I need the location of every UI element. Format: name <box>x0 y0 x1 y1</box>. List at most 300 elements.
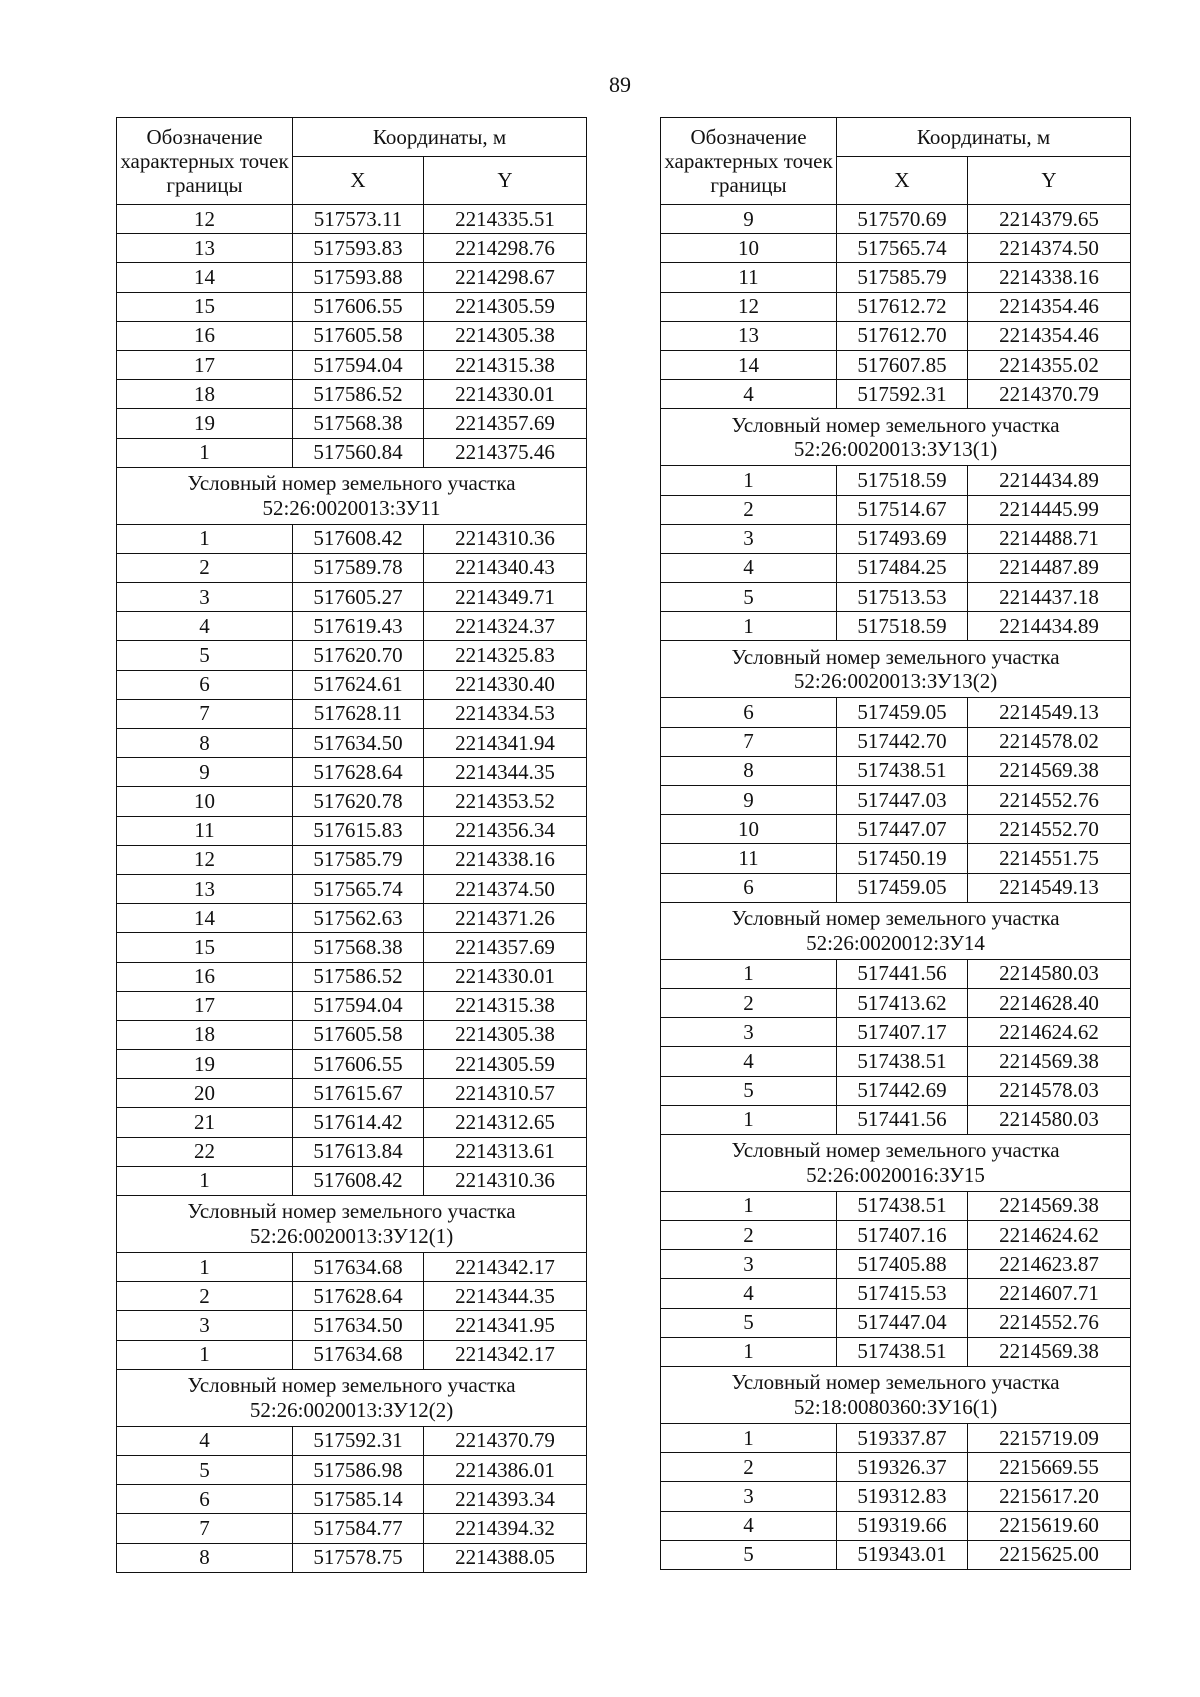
table-row <box>117 874 587 903</box>
header-y: Y <box>424 157 587 205</box>
y-coordinate-cell: 2214340.43 <box>424 553 587 582</box>
point-number-cell: 2 <box>117 1282 293 1311</box>
x-coordinate-cell: 517624.61 <box>293 670 424 699</box>
point-number-cell: 8 <box>117 729 293 758</box>
point-number-cell: 4 <box>661 1279 837 1308</box>
point-number-cell: 18 <box>117 1020 293 1049</box>
point-number-cell: 17 <box>117 991 293 1020</box>
y-coordinate-cell: 2214374.50 <box>968 234 1131 263</box>
plot-header-row <box>117 1196 587 1253</box>
y-coordinate-cell: 2214354.46 <box>968 292 1131 321</box>
table-body-right <box>661 205 1131 1570</box>
x-coordinate-cell: 517606.55 <box>293 1050 424 1079</box>
y-coordinate-cell: 2214437.18 <box>968 583 1131 612</box>
point-number-cell: 5 <box>661 583 837 612</box>
y-coordinate-cell: 2214445.99 <box>968 495 1131 524</box>
point-number-cell: 1 <box>117 1340 293 1369</box>
x-coordinate-cell: 517589.78 <box>293 553 424 582</box>
point-number-cell: 7 <box>117 1514 293 1543</box>
table-row <box>117 1426 587 1455</box>
plot-code: 52:26:0020016:ЗУ15 <box>806 1162 985 1187</box>
header-y: Y <box>968 157 1131 205</box>
y-coordinate-cell: 2214330.40 <box>424 670 587 699</box>
point-number-cell: 1 <box>117 524 293 553</box>
table-row <box>661 1250 1131 1279</box>
y-coordinate-cell: 2214305.59 <box>424 1050 587 1079</box>
x-coordinate-cell: 517441.56 <box>837 959 968 988</box>
point-number-cell: 4 <box>661 1047 837 1076</box>
table-row <box>661 698 1131 727</box>
x-coordinate-cell: 517620.70 <box>293 641 424 670</box>
y-coordinate-cell: 2214552.70 <box>968 815 1131 844</box>
point-number-cell: 3 <box>661 1018 837 1047</box>
plot-title: Условный номер земельного участка <box>731 1370 1060 1395</box>
coordinates-table-right <box>660 117 1131 1570</box>
y-coordinate-cell: 2214356.34 <box>424 816 587 845</box>
table-row <box>117 758 587 787</box>
table-row <box>117 1020 587 1049</box>
table-row <box>117 438 587 467</box>
point-number-cell: 1 <box>117 1253 293 1282</box>
y-coordinate-cell: 2214310.57 <box>424 1079 587 1108</box>
y-coordinate-cell: 2214569.38 <box>968 1337 1131 1366</box>
plot-code: 52:26:0020013:ЗУ12(2) <box>249 1397 454 1422</box>
y-coordinate-cell: 2214578.03 <box>968 1076 1131 1105</box>
x-coordinate-cell: 519343.01 <box>837 1540 968 1569</box>
table-row <box>661 988 1131 1017</box>
point-number-cell: 15 <box>117 933 293 962</box>
x-coordinate-cell: 517592.31 <box>293 1426 424 1455</box>
y-coordinate-cell: 2214305.59 <box>424 292 587 321</box>
y-coordinate-cell: 2214330.01 <box>424 962 587 991</box>
point-number-cell: 17 <box>117 350 293 379</box>
point-number-cell: 9 <box>661 205 837 234</box>
table-row <box>117 612 587 641</box>
point-number-cell: 2 <box>661 1221 837 1250</box>
point-number-cell: 5 <box>117 641 293 670</box>
point-number-cell: 2 <box>661 495 837 524</box>
point-number-cell: 7 <box>117 699 293 728</box>
x-coordinate-cell: 517560.84 <box>293 438 424 467</box>
point-number-cell: 10 <box>661 815 837 844</box>
x-coordinate-cell: 517514.67 <box>837 495 968 524</box>
y-coordinate-cell: 2214374.50 <box>424 874 587 903</box>
table-row <box>117 205 587 234</box>
x-coordinate-cell: 517493.69 <box>837 524 968 553</box>
point-number-cell: 1 <box>117 1166 293 1195</box>
y-coordinate-cell: 2214354.46 <box>968 321 1131 350</box>
table-row <box>661 1279 1131 1308</box>
x-coordinate-cell: 517586.52 <box>293 962 424 991</box>
y-coordinate-cell: 2214580.03 <box>968 1105 1131 1134</box>
point-number-cell: 1 <box>661 1105 837 1134</box>
plot-header <box>117 1369 587 1426</box>
plot-title: Условный номер земельного участка <box>731 412 1060 437</box>
header-x: X <box>837 157 968 205</box>
point-number-cell: 13 <box>661 321 837 350</box>
y-coordinate-cell: 2214371.26 <box>424 904 587 933</box>
table-row <box>117 1137 587 1166</box>
point-number-cell: 5 <box>661 1308 837 1337</box>
x-coordinate-cell: 517568.38 <box>293 933 424 962</box>
y-coordinate-cell: 2214580.03 <box>968 959 1131 988</box>
x-coordinate-cell: 517612.70 <box>837 321 968 350</box>
table-row <box>117 904 587 933</box>
x-coordinate-cell: 517619.43 <box>293 612 424 641</box>
point-number-cell: 4 <box>117 1426 293 1455</box>
point-number-cell: 4 <box>661 1511 837 1540</box>
point-number-cell: 11 <box>661 263 837 292</box>
point-number-cell: 4 <box>661 553 837 582</box>
y-coordinate-cell: 2215625.00 <box>968 1540 1131 1569</box>
table-row <box>117 321 587 350</box>
y-coordinate-cell: 2214434.89 <box>968 612 1131 641</box>
table-row <box>661 553 1131 582</box>
y-coordinate-cell: 2214569.38 <box>968 1047 1131 1076</box>
point-number-cell: 1 <box>661 1191 837 1220</box>
plot-header <box>117 1196 587 1253</box>
x-coordinate-cell: 517605.58 <box>293 1020 424 1049</box>
x-coordinate-cell: 517594.04 <box>293 991 424 1020</box>
x-coordinate-cell: 517405.88 <box>837 1250 968 1279</box>
table-row <box>661 1337 1131 1366</box>
table-row <box>117 234 587 263</box>
point-number-cell: 11 <box>661 844 837 873</box>
point-number-cell: 8 <box>117 1543 293 1572</box>
y-coordinate-cell: 2215619.60 <box>968 1511 1131 1540</box>
plot-header-row <box>661 641 1131 698</box>
page-number: 89 <box>609 72 631 97</box>
y-coordinate-cell: 2214342.17 <box>424 1253 587 1282</box>
point-number-cell: 10 <box>117 787 293 816</box>
y-coordinate-cell: 2214388.05 <box>424 1543 587 1572</box>
x-coordinate-cell: 517573.11 <box>293 205 424 234</box>
table-row <box>117 1543 587 1572</box>
y-coordinate-cell: 2214298.76 <box>424 234 587 263</box>
plot-title: Условный номер земельного участка <box>731 644 1060 669</box>
plot-code: 52:26:0020013:ЗУ13(2) <box>793 669 998 694</box>
y-coordinate-cell: 2214298.67 <box>424 263 587 292</box>
point-number-cell: 9 <box>661 786 837 815</box>
x-coordinate-cell: 517585.79 <box>837 263 968 292</box>
table-row <box>117 1514 587 1543</box>
point-number-cell: 14 <box>661 350 837 379</box>
x-coordinate-cell: 517441.56 <box>837 1105 968 1134</box>
table-row <box>117 1311 587 1340</box>
y-coordinate-cell: 2214353.52 <box>424 787 587 816</box>
y-coordinate-cell: 2214487.89 <box>968 553 1131 582</box>
plot-header-row <box>661 1367 1131 1424</box>
x-coordinate-cell: 517586.98 <box>293 1455 424 1484</box>
y-coordinate-cell: 2214335.51 <box>424 205 587 234</box>
header-coordinates: Координаты, м <box>837 118 1131 157</box>
table-row <box>117 524 587 553</box>
header-designation: Обозначение характерных точек границы <box>117 118 293 205</box>
point-number-cell: 2 <box>661 988 837 1017</box>
x-coordinate-cell: 517593.83 <box>293 234 424 263</box>
table-row <box>117 380 587 409</box>
x-coordinate-cell: 517438.51 <box>837 1047 968 1076</box>
y-coordinate-cell: 2214623.87 <box>968 1250 1131 1279</box>
point-number-cell: 22 <box>117 1137 293 1166</box>
x-coordinate-cell: 519312.83 <box>837 1482 968 1511</box>
x-coordinate-cell: 517459.05 <box>837 873 968 902</box>
point-number-cell: 15 <box>117 292 293 321</box>
y-coordinate-cell: 2214569.38 <box>968 756 1131 785</box>
table-row <box>661 959 1131 988</box>
x-coordinate-cell: 517565.74 <box>293 874 424 903</box>
point-number-cell: 18 <box>117 380 293 409</box>
y-coordinate-cell: 2214569.38 <box>968 1191 1131 1220</box>
point-number-cell: 1 <box>661 466 837 495</box>
table-row <box>117 1282 587 1311</box>
y-coordinate-cell: 2214552.76 <box>968 786 1131 815</box>
plot-header <box>661 641 1131 698</box>
y-coordinate-cell: 2214607.71 <box>968 1279 1131 1308</box>
x-coordinate-cell: 517605.27 <box>293 583 424 612</box>
x-coordinate-cell: 517518.59 <box>837 612 968 641</box>
point-number-cell: 19 <box>117 409 293 438</box>
table-row <box>117 350 587 379</box>
table-row <box>117 263 587 292</box>
y-coordinate-cell: 2214355.02 <box>968 350 1131 379</box>
table-row <box>117 1340 587 1369</box>
table-row <box>117 933 587 962</box>
y-coordinate-cell: 2214624.62 <box>968 1018 1131 1047</box>
y-coordinate-cell: 2214305.38 <box>424 1020 587 1049</box>
table-row <box>661 1453 1131 1482</box>
plot-code: 52:26:0020013:ЗУ13(1) <box>793 437 998 462</box>
y-coordinate-cell: 2214349.71 <box>424 583 587 612</box>
point-number-cell: 12 <box>117 205 293 234</box>
y-coordinate-cell: 2214315.38 <box>424 350 587 379</box>
x-coordinate-cell: 517447.04 <box>837 1308 968 1337</box>
table-row <box>117 845 587 874</box>
plot-header-row <box>117 467 587 524</box>
point-number-cell: 1 <box>661 1337 837 1366</box>
x-coordinate-cell: 517438.51 <box>837 756 968 785</box>
table-row <box>661 263 1131 292</box>
table-body-left <box>117 205 587 1573</box>
point-number-cell: 5 <box>661 1076 837 1105</box>
table-row <box>661 1076 1131 1105</box>
table-row <box>661 1540 1131 1569</box>
point-number-cell: 6 <box>661 698 837 727</box>
plot-header <box>661 902 1131 959</box>
y-coordinate-cell: 2214386.01 <box>424 1455 587 1484</box>
x-coordinate-cell: 519337.87 <box>837 1424 968 1453</box>
y-coordinate-cell: 2214628.40 <box>968 988 1131 1017</box>
x-coordinate-cell: 517606.55 <box>293 292 424 321</box>
table-row <box>117 641 587 670</box>
y-coordinate-cell: 2214434.89 <box>968 466 1131 495</box>
y-coordinate-cell: 2214312.65 <box>424 1108 587 1137</box>
table-row <box>661 1191 1131 1220</box>
x-coordinate-cell: 517585.14 <box>293 1485 424 1514</box>
y-coordinate-cell: 2214305.38 <box>424 321 587 350</box>
y-coordinate-cell: 2214549.13 <box>968 698 1131 727</box>
x-coordinate-cell: 517628.11 <box>293 699 424 728</box>
plot-title: Условный номер земельного участка <box>187 1199 516 1224</box>
y-coordinate-cell: 2214342.17 <box>424 1340 587 1369</box>
x-coordinate-cell: 519319.66 <box>837 1511 968 1540</box>
y-coordinate-cell: 2214338.16 <box>424 845 587 874</box>
table-row <box>661 466 1131 495</box>
point-number-cell: 12 <box>117 845 293 874</box>
point-number-cell: 1 <box>661 612 837 641</box>
y-coordinate-cell: 2214393.34 <box>424 1485 587 1514</box>
point-number-cell: 2 <box>661 1453 837 1482</box>
x-coordinate-cell: 517415.53 <box>837 1279 968 1308</box>
point-number-cell: 1 <box>661 1424 837 1453</box>
table-row <box>661 292 1131 321</box>
y-coordinate-cell: 2214578.02 <box>968 727 1131 756</box>
point-number-cell: 3 <box>661 524 837 553</box>
point-number-cell: 5 <box>117 1455 293 1484</box>
x-coordinate-cell: 517628.64 <box>293 1282 424 1311</box>
x-coordinate-cell: 517586.52 <box>293 380 424 409</box>
point-number-cell: 14 <box>117 263 293 292</box>
y-coordinate-cell: 2214357.69 <box>424 409 587 438</box>
table-row <box>661 1221 1131 1250</box>
y-coordinate-cell: 2214344.35 <box>424 758 587 787</box>
point-number-cell: 2 <box>117 553 293 582</box>
plot-code: 52:26:0020013:ЗУ12(1) <box>249 1224 454 1248</box>
table-row <box>661 321 1131 350</box>
table-row <box>117 1079 587 1108</box>
y-coordinate-cell: 2214344.35 <box>424 1282 587 1311</box>
y-coordinate-cell: 2214325.83 <box>424 641 587 670</box>
y-coordinate-cell: 2214551.75 <box>968 844 1131 873</box>
point-number-cell: 3 <box>661 1482 837 1511</box>
plot-title: Условный номер земельного участка <box>187 471 516 496</box>
table-row <box>661 524 1131 553</box>
x-coordinate-cell: 517442.70 <box>837 727 968 756</box>
x-coordinate-cell: 517447.07 <box>837 815 968 844</box>
y-coordinate-cell: 2215719.09 <box>968 1424 1131 1453</box>
table-row <box>661 612 1131 641</box>
point-number-cell: 13 <box>117 234 293 263</box>
x-coordinate-cell: 517608.42 <box>293 524 424 553</box>
table-row <box>661 1424 1131 1453</box>
x-coordinate-cell: 517594.04 <box>293 350 424 379</box>
x-coordinate-cell: 517585.79 <box>293 845 424 874</box>
table-row <box>117 787 587 816</box>
y-coordinate-cell: 2214370.79 <box>424 1426 587 1455</box>
point-number-cell: 1 <box>661 959 837 988</box>
plot-header-row <box>661 409 1131 466</box>
x-coordinate-cell: 517634.68 <box>293 1253 424 1282</box>
x-coordinate-cell: 517442.69 <box>837 1076 968 1105</box>
y-coordinate-cell: 2214341.95 <box>424 1311 587 1340</box>
plot-header <box>661 409 1131 466</box>
table-row <box>117 553 587 582</box>
point-number-cell: 6 <box>117 670 293 699</box>
y-coordinate-cell: 2214375.46 <box>424 438 587 467</box>
plot-code: 52:26:0020012:ЗУ14 <box>806 930 985 955</box>
y-coordinate-cell: 2214324.37 <box>424 612 587 641</box>
x-coordinate-cell: 517634.50 <box>293 729 424 758</box>
x-coordinate-cell: 517584.77 <box>293 1514 424 1543</box>
table-row <box>117 962 587 991</box>
table-row <box>661 1105 1131 1134</box>
table-row <box>661 1482 1131 1511</box>
x-coordinate-cell: 517438.51 <box>837 1337 968 1366</box>
x-coordinate-cell: 517484.25 <box>837 553 968 582</box>
x-coordinate-cell: 517628.64 <box>293 758 424 787</box>
plot-header <box>661 1134 1131 1191</box>
table-row <box>661 495 1131 524</box>
y-coordinate-cell: 2214370.79 <box>968 380 1131 409</box>
header-designation: Обозначение характерных точек границы <box>661 118 837 205</box>
x-coordinate-cell: 517518.59 <box>837 466 968 495</box>
x-coordinate-cell: 517613.84 <box>293 1137 424 1166</box>
point-number-cell: 6 <box>661 873 837 902</box>
plot-title: Условный номер земельного участка <box>187 1373 516 1398</box>
table-row <box>661 815 1131 844</box>
table-row <box>661 1511 1131 1540</box>
plot-code: 52:18:0080360:ЗУ16(1) <box>793 1395 998 1419</box>
y-coordinate-cell: 2214394.32 <box>424 1514 587 1543</box>
plot-header-row <box>117 1369 587 1426</box>
table-row <box>117 991 587 1020</box>
coordinates-table-left <box>116 117 587 1573</box>
x-coordinate-cell: 517615.83 <box>293 816 424 845</box>
point-number-cell: 11 <box>117 816 293 845</box>
x-coordinate-cell: 517634.68 <box>293 1340 424 1369</box>
point-number-cell: 8 <box>661 756 837 785</box>
y-coordinate-cell: 2214315.38 <box>424 991 587 1020</box>
y-coordinate-cell: 2214330.01 <box>424 380 587 409</box>
x-coordinate-cell: 517607.85 <box>837 350 968 379</box>
point-number-cell: 1 <box>117 438 293 467</box>
x-coordinate-cell: 517438.51 <box>837 1191 968 1220</box>
plot-header-row <box>661 1134 1131 1191</box>
point-number-cell: 4 <box>117 612 293 641</box>
table-row <box>661 205 1131 234</box>
table-row <box>117 583 587 612</box>
x-coordinate-cell: 517634.50 <box>293 1311 424 1340</box>
x-coordinate-cell: 517608.42 <box>293 1166 424 1195</box>
table-row <box>661 234 1131 263</box>
y-coordinate-cell: 2214310.36 <box>424 524 587 553</box>
x-coordinate-cell: 517413.62 <box>837 988 968 1017</box>
x-coordinate-cell: 517612.72 <box>837 292 968 321</box>
table-row <box>117 1166 587 1195</box>
header-x: X <box>293 157 424 205</box>
table-row <box>117 729 587 758</box>
y-coordinate-cell: 2214341.94 <box>424 729 587 758</box>
x-coordinate-cell: 517447.03 <box>837 786 968 815</box>
x-coordinate-cell: 517614.42 <box>293 1108 424 1137</box>
table-row <box>117 670 587 699</box>
table-row <box>661 350 1131 379</box>
point-number-cell: 19 <box>117 1050 293 1079</box>
y-coordinate-cell: 2214379.65 <box>968 205 1131 234</box>
point-number-cell: 9 <box>117 758 293 787</box>
y-coordinate-cell: 2214334.53 <box>424 699 587 728</box>
point-number-cell: 5 <box>661 1540 837 1569</box>
y-coordinate-cell: 2214338.16 <box>968 263 1131 292</box>
point-number-cell: 12 <box>661 292 837 321</box>
y-coordinate-cell: 2214310.36 <box>424 1166 587 1195</box>
table-row <box>661 873 1131 902</box>
table-row <box>661 583 1131 612</box>
x-coordinate-cell: 517407.16 <box>837 1221 968 1250</box>
table-row <box>117 1253 587 1282</box>
table-row <box>661 380 1131 409</box>
x-coordinate-cell: 517565.74 <box>837 234 968 263</box>
